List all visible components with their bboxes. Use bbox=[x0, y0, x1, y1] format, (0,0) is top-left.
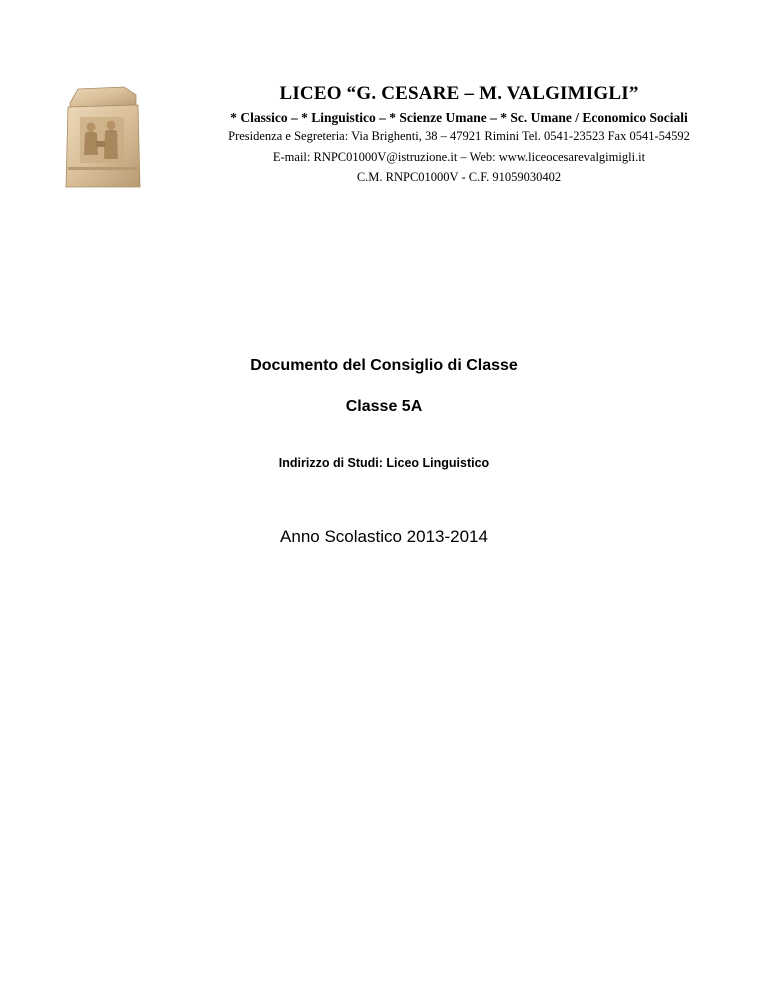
letterhead bbox=[0, 0, 768, 210]
school-codes: C.M. RNPC01000V - C.F. 91059030402 bbox=[356, 170, 562, 184]
school-contacts: E-mail: RNPC01000V@istruzione.it – Web: www.liceocesarevalgimigli.it bbox=[272, 150, 646, 164]
school-tracks: * Classico – * Linguistico – * Scienze Umane – * Sc. Umane / Economico Sociali bbox=[230, 110, 688, 125]
school-address: Presidenza e Segreteria: Via Brighenti, 38 – 47921 Rimini Tel. 0541-23523 Fax 0541-54592 bbox=[228, 129, 690, 143]
document-study-track: Indirizzo di Studi: Liceo Linguistico bbox=[278, 456, 490, 470]
document-school-year: Anno Scolastico 2013-2014 bbox=[280, 527, 488, 546]
document-title: Documento del Consiglio di Classe bbox=[250, 357, 518, 374]
stone-relief-logo-icon bbox=[64, 83, 142, 189]
school-name: LICEO “G. CESARE – M. VALGIMIGLI” bbox=[279, 83, 639, 104]
document-class: Classe 5A bbox=[345, 398, 423, 415]
